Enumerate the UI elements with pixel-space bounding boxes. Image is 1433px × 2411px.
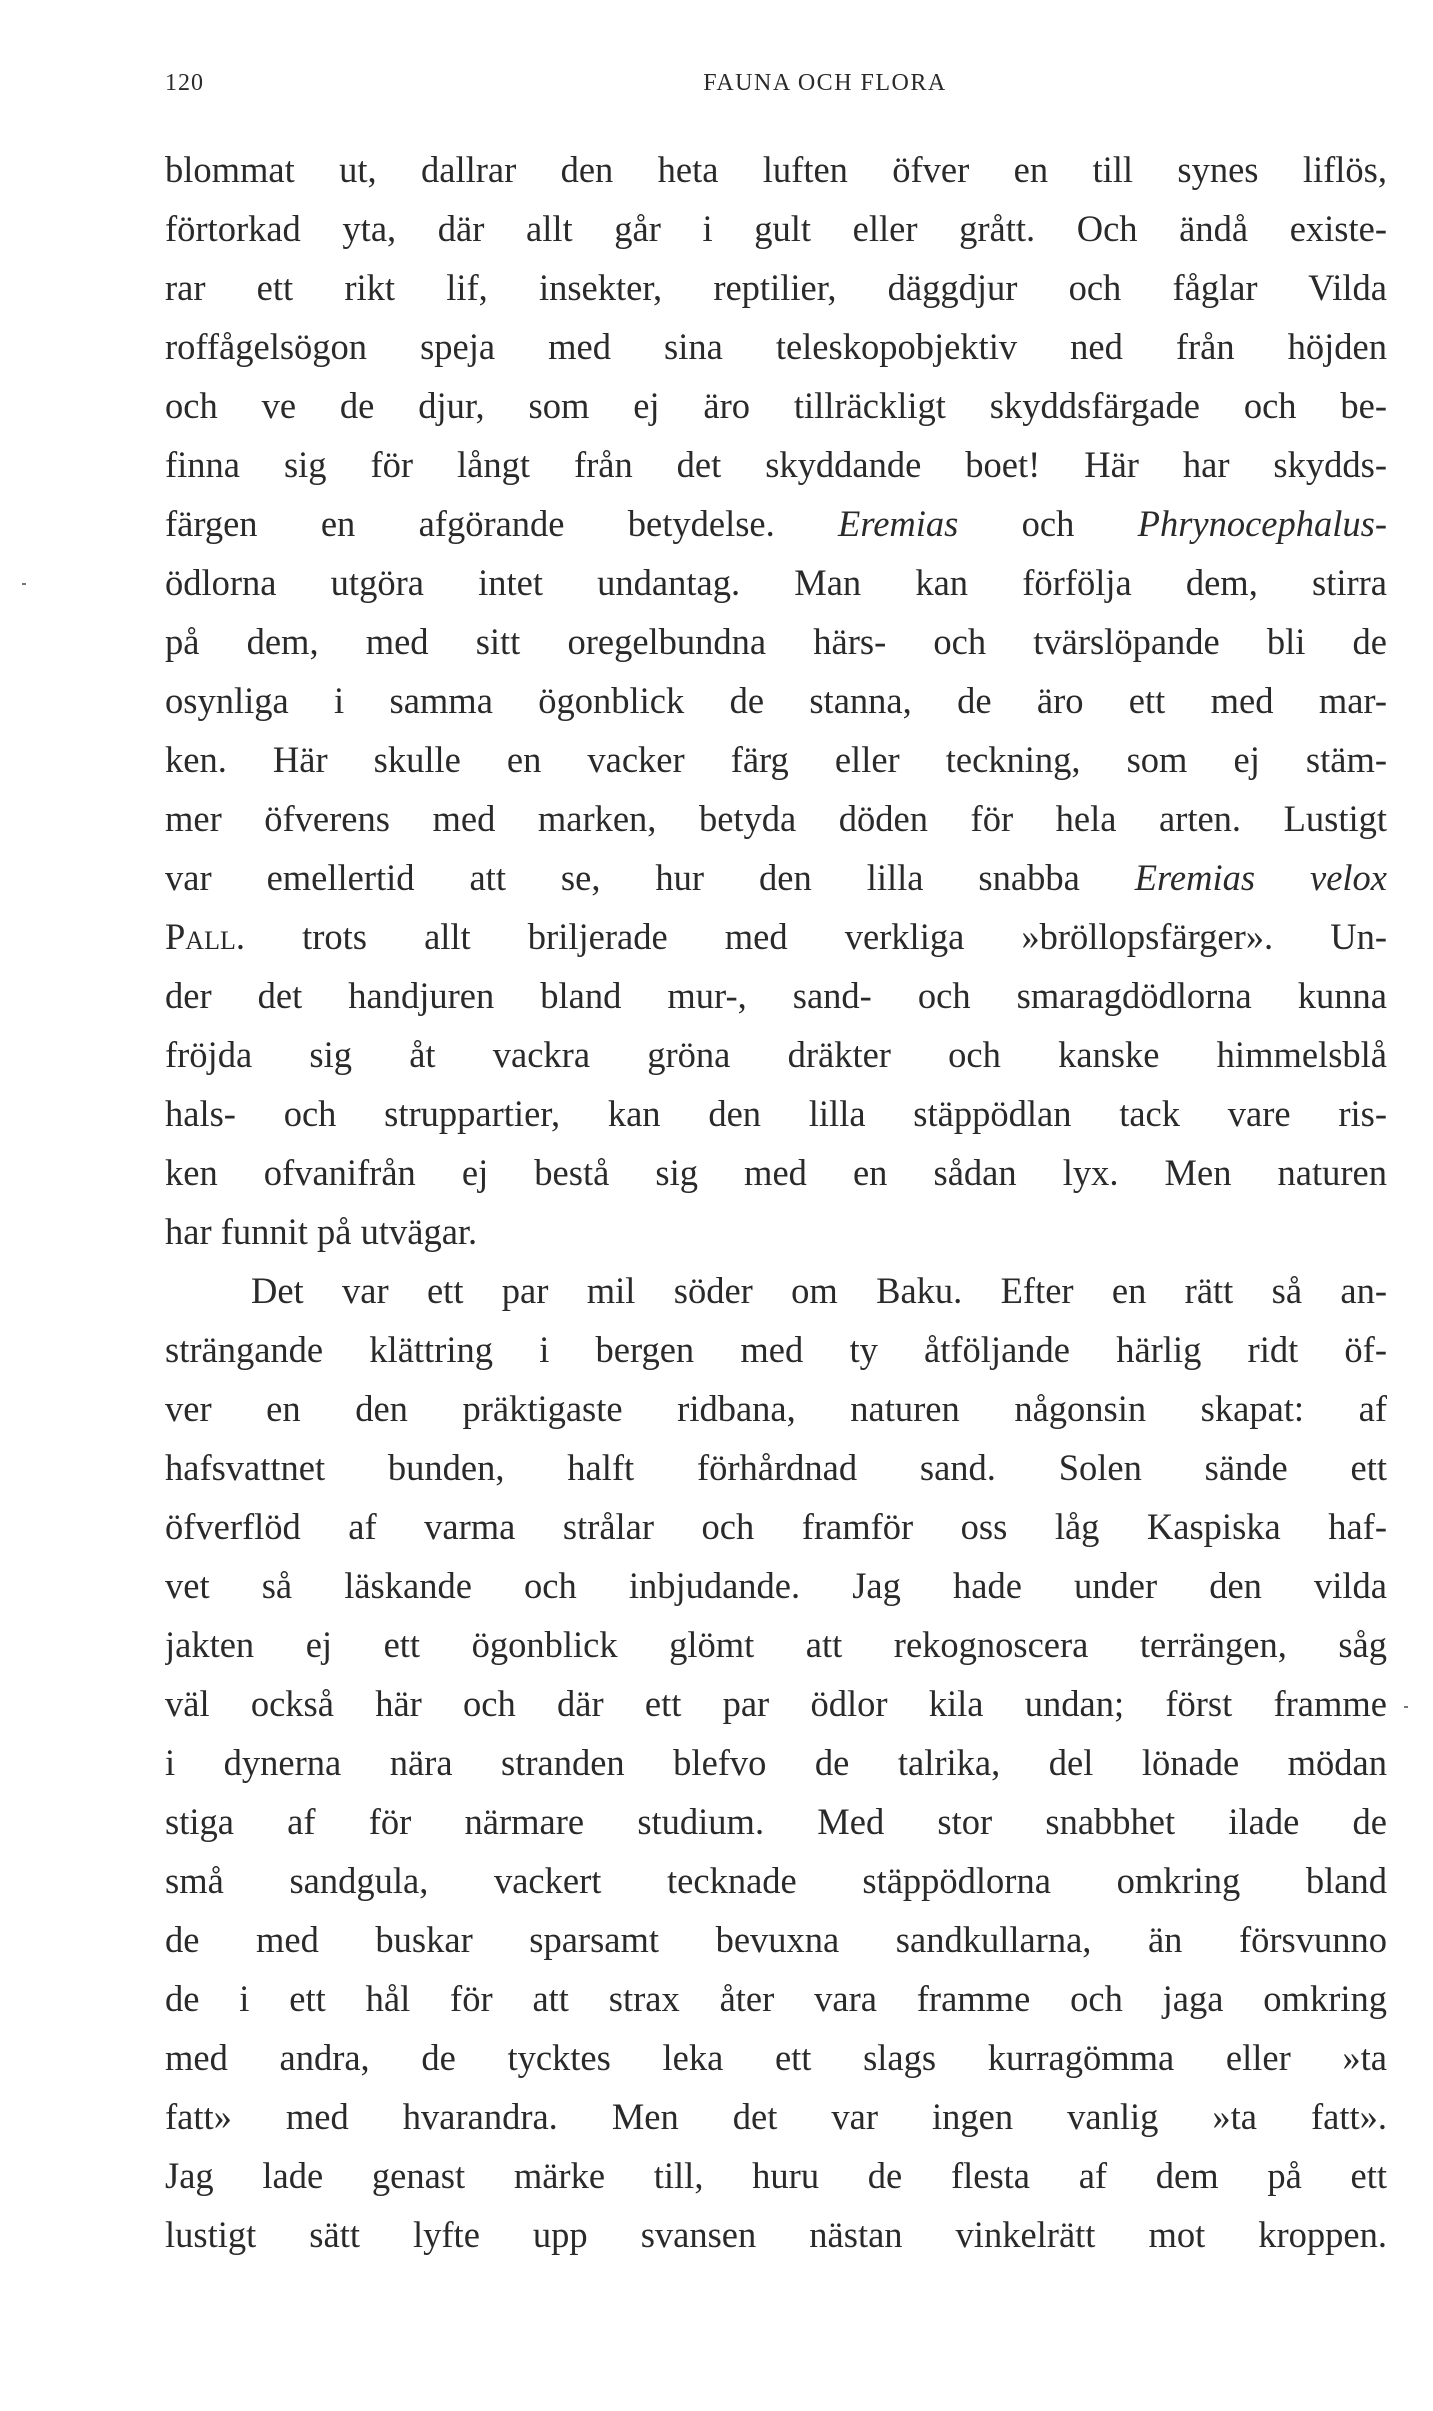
text-line [165, 258, 1387, 317]
text-run: lustigt sätt lyfte upp svansen nästan vinkelrätt mot kroppen. [165, 2214, 1387, 2255]
scan-speck [22, 583, 26, 585]
page-header [165, 70, 1385, 104]
text-run: jakten ej ett ögonblick glömt att rekognoscera terrängen, såg [165, 1624, 1387, 1665]
text-line [165, 1792, 1387, 1851]
text-run: väl också här och där ett par ödlor kila undan; först framme [165, 1683, 1387, 1724]
text-run: rar ett rikt lif, insekter, reptilier, däggdjur och fåglar Vilda [165, 267, 1387, 308]
text-run: blommat ut, dallrar den heta luften öfver en till synes liflös, [165, 149, 1387, 190]
text-run: hals- och struppartier, kan den lilla stäppödlan tack vare ris- [165, 1093, 1387, 1134]
text-line [165, 1556, 1387, 1615]
text-run: strängande klättring i bergen med ty åtföljande härlig ridt öf- [165, 1329, 1387, 1370]
body-text [165, 140, 1387, 2264]
text-line [165, 1025, 1387, 1084]
text-line [165, 612, 1387, 671]
text-line [165, 730, 1387, 789]
text-run: färgen en afgörande betydelse. [165, 503, 839, 544]
italic-run: Phrynocephalus- [1137, 503, 1387, 544]
italic-run: Eremias velox [1134, 857, 1387, 898]
text-run: ver en den präktigaste ridbana, naturen någonsin skapat: af [165, 1388, 1387, 1429]
text-line [165, 848, 1387, 907]
text-run: mer öfverens med marken, betyda döden för hela arten. Lustigt [165, 798, 1387, 839]
text-line [165, 671, 1387, 730]
text-run: ken. Här skulle en vacker färg eller teckning, som ej stäm- [165, 739, 1387, 780]
text-line [165, 140, 1387, 199]
text-line [165, 553, 1387, 612]
text-run: förtorkad yta, där allt går i gult eller grått. Och ändå existe- [165, 208, 1387, 249]
text-line [165, 2087, 1387, 2146]
text-line [165, 2205, 1387, 2264]
text-line [165, 1615, 1387, 1674]
text-run: var emellertid att se, hur den lilla snabba [165, 857, 1135, 898]
text-line [165, 1379, 1387, 1438]
text-line [165, 494, 1387, 553]
text-run: Jag lade genast märke till, huru de flesta af dem på ett [165, 2155, 1387, 2196]
text-line [165, 2028, 1387, 2087]
text-line [165, 199, 1387, 258]
text-line [165, 1851, 1387, 1910]
text-run: med andra, de tycktes leka ett slags kurragömma eller »ta [165, 2037, 1387, 2078]
text-line [165, 435, 1387, 494]
text-line [165, 376, 1387, 435]
text-run: har funnit på utvägar. [165, 1211, 478, 1252]
text-run: finna sig för långt från det skyddande boet! Här har skydds- [165, 444, 1387, 485]
text-line [165, 1438, 1387, 1497]
text-run: och [958, 503, 1138, 544]
text-line [165, 1910, 1387, 1969]
text-line [165, 1320, 1387, 1379]
text-line [165, 1143, 1387, 1202]
text-run: i dynerna nära stranden blefvo de talrika, del lönade mödan [165, 1742, 1387, 1783]
text-run: ödlorna utgöra intet undantag. Man kan förfölja dem, stirra [165, 562, 1387, 603]
text-line [165, 1674, 1387, 1733]
text-run: hafsvattnet bunden, halft förhårdnad sand. Solen sände ett [165, 1447, 1387, 1488]
text-run: på dem, med sitt oregelbundna härs- och tvärslöpande bli de [165, 621, 1387, 662]
text-line [165, 1969, 1387, 2028]
small-caps-run: Pall. [165, 916, 245, 957]
text-run: der det handjuren bland mur-, sand- och smaragdödlorna kunna [165, 975, 1387, 1016]
text-run: små sandgula, vackert tecknade stäppödlorna omkring bland [165, 1860, 1387, 1901]
text-run: ken ofvanifrån ej bestå sig med en sådan lyx. Men naturen [165, 1152, 1387, 1193]
text-run: roffågelsögon speja med sina teleskopobjektiv ned från höjden [165, 326, 1387, 367]
text-line [165, 1733, 1387, 1792]
text-line [165, 317, 1387, 376]
text-run: de med buskar sparsamt bevuxna sandkullarna, än försvunno [165, 1919, 1387, 1960]
text-run: de i ett hål för att strax åter vara framme och jaga omkring [165, 1978, 1387, 2019]
text-line [165, 1497, 1387, 1556]
text-line [165, 1084, 1387, 1143]
text-run: stiga af för närmare studium. Med stor snabbhet ilade de [165, 1801, 1387, 1842]
italic-run: Eremias [838, 503, 959, 544]
scan-speck [1404, 1706, 1408, 1708]
running-head: FAUNA OCH FLORA [703, 70, 947, 96]
text-line [165, 966, 1387, 1025]
text-line [165, 1202, 1387, 1261]
text-line [165, 907, 1387, 966]
text-line [165, 2146, 1387, 2205]
text-run: trots allt briljerade med verkliga »bröllopsfärger». Un- [244, 916, 1387, 957]
text-run: Det var ett par mil söder om Baku. Efter en rätt så an- [251, 1270, 1387, 1311]
text-run: fatt» med hvarandra. Men det var ingen vanlig »ta fatt». [165, 2096, 1387, 2137]
text-run: osynliga i samma ögonblick de stanna, de äro ett med mar- [165, 680, 1387, 721]
text-run: vet så läskande och inbjudande. Jag hade under den vilda [165, 1565, 1387, 1606]
text-line [165, 789, 1387, 848]
text-run: fröjda sig åt vackra gröna dräkter och kanske himmelsblå [165, 1034, 1387, 1075]
text-run: öfverflöd af varma strålar och framför oss låg Kaspiska haf- [165, 1506, 1387, 1547]
text-line [165, 1261, 1387, 1320]
page-number: 120 [165, 70, 204, 96]
text-run: och ve de djur, som ej äro tillräckligt skyddsfärgade och be- [165, 385, 1387, 426]
